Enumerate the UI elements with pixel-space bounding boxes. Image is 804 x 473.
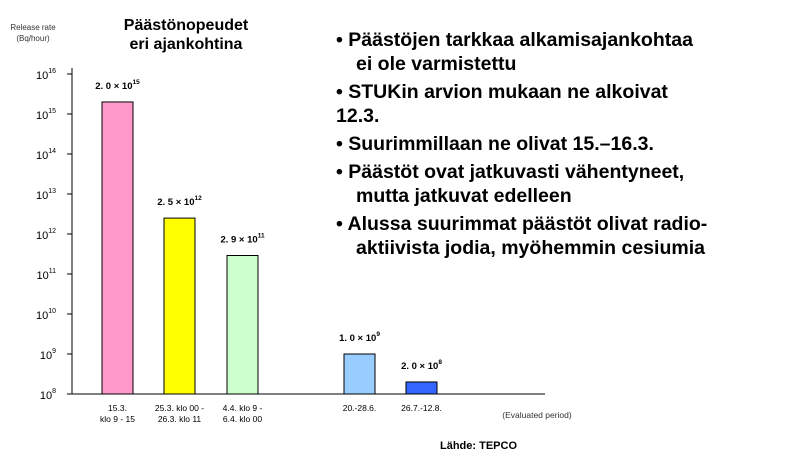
bar [406,382,437,394]
x-category-label: 26.7.-12.8. [401,403,442,413]
bullet-line: ei ole varmistettu [356,53,517,75]
x-axis-label: (Evaluated period) [502,410,572,420]
bullet-line: • Päästöt ovat jatkuvasti vähentyneet, [336,161,685,183]
x-category-label: 6.4. klo 00 [222,414,263,424]
x-category-label: 4.4. klo 9 - [222,403,263,413]
x-category-label: 25.3. klo 00 - [154,403,205,413]
x-category-label: klo 9 - 15 [100,414,135,424]
bullet-line: • STUKin arvion mukaan ne alkoivat [336,81,668,103]
y-tick-label: $10^{14}$ [35,148,56,162]
bullet-line: • Alussa suurimmat päästöt olivat radio- [336,213,708,235]
y-axis-label-line: Release rate [10,23,56,32]
bullet-item [336,132,796,156]
bar [344,354,375,394]
bullet-item [336,212,796,260]
bullet-line: • Suurimmillaan ne olivat 15.–16.3. [336,133,654,155]
bar-value-label: 2. $5 \times 10^{12}$ [157,195,202,209]
bullet-item [336,160,796,208]
bullet-item [336,80,796,128]
y-tick-label: $10^8$ [39,388,56,402]
bullet-list [336,28,796,264]
bullet-line: aktiivista jodia, myöhemmin cesiumia [356,237,705,259]
y-tick-label: $10^{13}$ [35,188,56,202]
y-tick-label: $10^{12}$ [35,228,56,242]
bullet-line: mutta jatkuvat edelleen [356,185,572,207]
y-tick-label: $10^9$ [39,348,56,362]
y-tick-label: $10^{16}$ [35,68,56,82]
x-category-label: 20.-28.6. [342,403,377,413]
chart-title-line-2: eri ajankohtina [129,36,243,53]
y-axis-label-line: (Bq/hour) [16,34,50,43]
bullet-line: • Päästöjen tarkkaa alkamisajankohtaa [336,29,693,51]
bar-value-label: 2. $0 \times 10^8$ [401,358,442,372]
bar-value-label: 1. $0 \times 10^9$ [339,331,380,344]
bar [102,102,133,394]
bullet-line: 12.3. [336,105,380,127]
bullet-item [336,28,796,76]
y-tick-label: $10^{10}$ [35,308,56,322]
y-tick-label: $10^{15}$ [35,108,56,122]
chart-title-line-1: Päästönopeudet [123,17,249,34]
bar-value-label: 2. $0 \times 10^{15}$ [95,78,140,92]
chart-title [96,16,276,54]
bar-value-label: 2. $9 \times 10^{11}$ [220,232,265,246]
x-category-label: 26.3. klo 11 [157,414,202,424]
x-category-label: 15.3. [108,403,127,413]
source-note: Lähde: TEPCO [440,440,518,452]
bar [164,218,195,394]
bar [227,256,258,394]
y-tick-label: $10^{11}$ [36,268,56,282]
